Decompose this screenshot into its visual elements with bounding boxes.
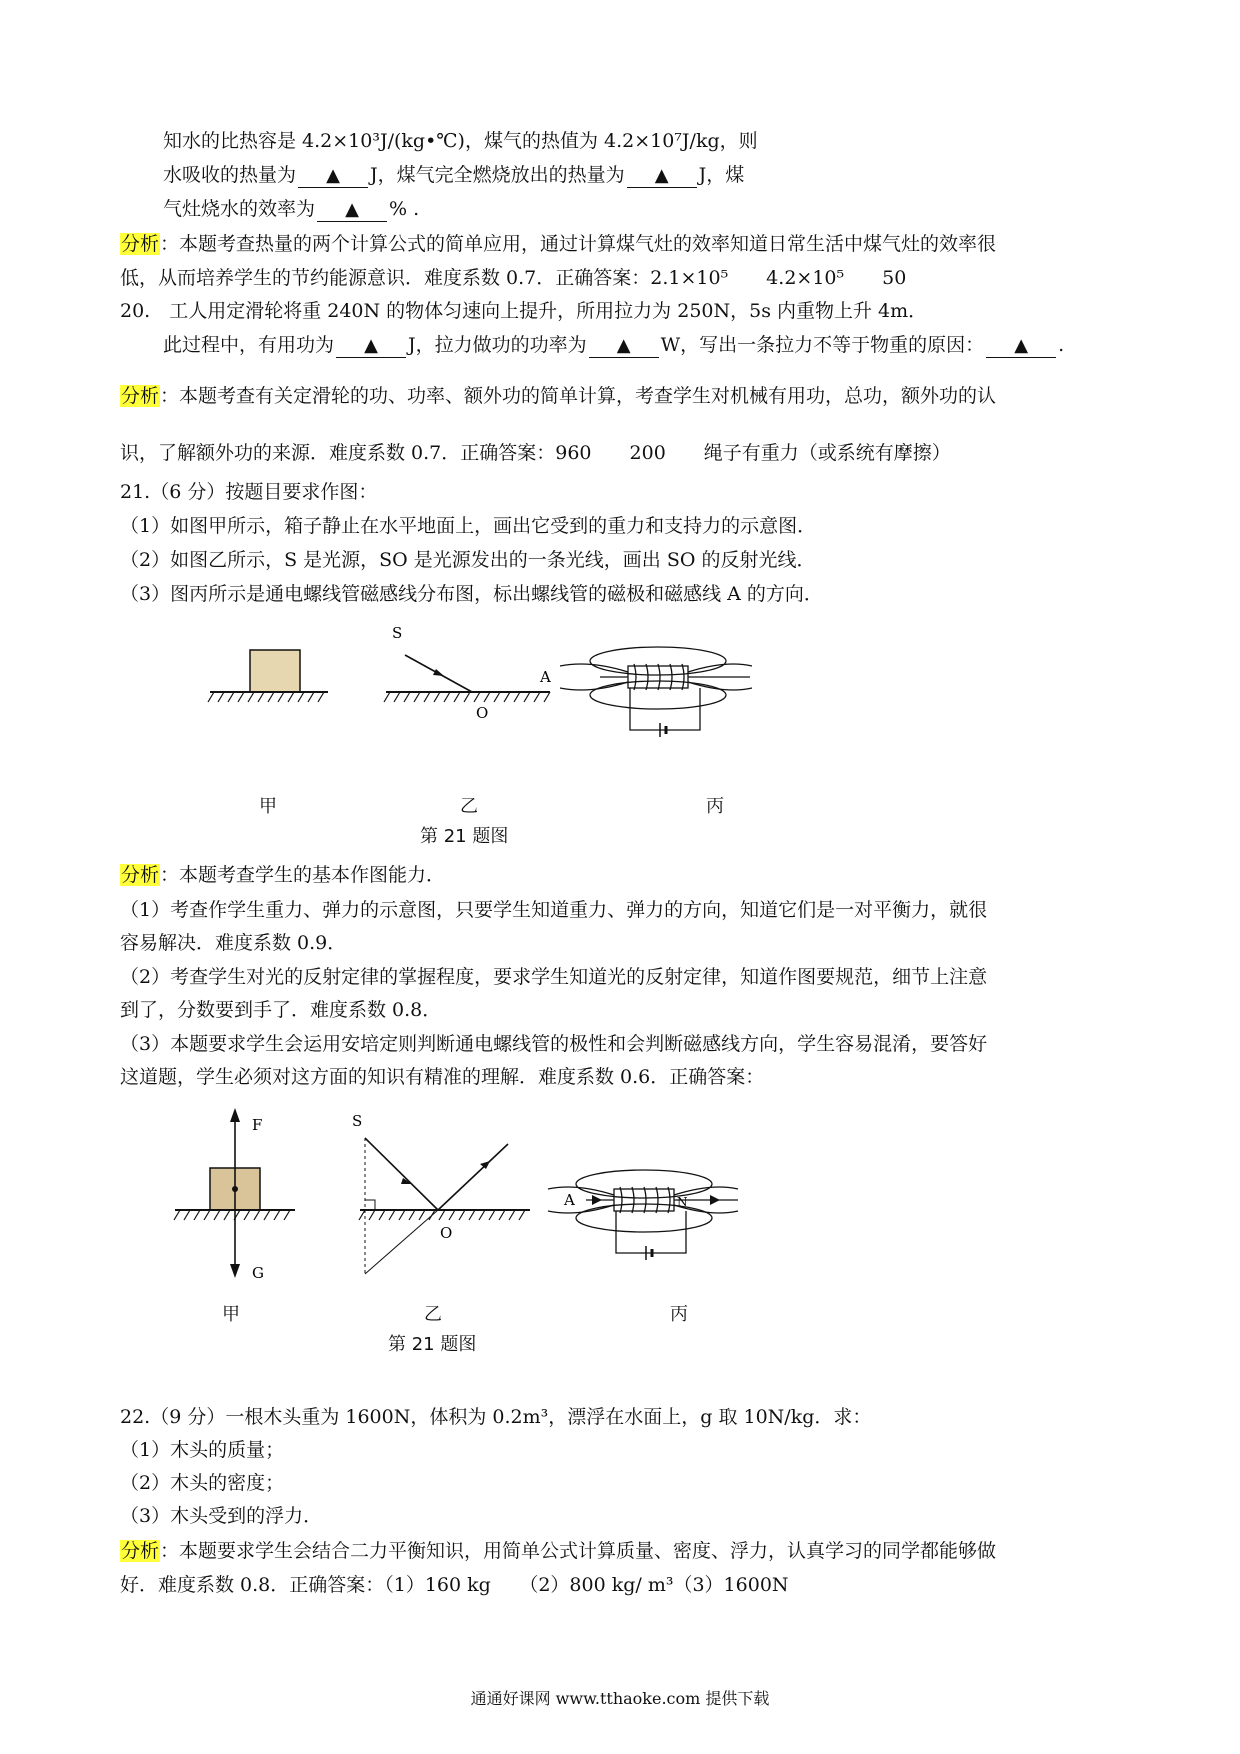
caption-yi: 乙: [460, 796, 478, 817]
analysis-label: 分析: [121, 864, 160, 886]
box-on-ground: [208, 650, 328, 702]
figure-21-answer: [160, 1108, 840, 1308]
analysis-22-line-2: 好．难度系数 0.8．正确答案：（1）160 kg （2）800 kg/ m³（3）1600N: [120, 1574, 789, 1596]
label-f: F: [252, 1116, 263, 1134]
caption-jia: 甲: [259, 796, 277, 817]
q20-line-2: 此过程中，有用功为 ▲ J，拉力做功的功率为 ▲ W，写出一条拉力不等于物重的原因： ▲ .: [163, 334, 1065, 356]
q21-item-3: （3）图丙所示是通电螺线管磁感线分布图，标出螺线管的磁极和磁感线 A 的方向．: [120, 583, 823, 605]
figure-caption: 第 21 题图: [388, 1334, 477, 1355]
q19-line-2: 水吸收的热量为 ▲ J，煤气完全燃烧放出的热量为 ▲ J，煤: [163, 164, 745, 186]
analysis-21-2b: 到了，分数要到手了．难度系数 0.8．: [120, 999, 442, 1021]
analysis-19-line-1: 分析：本题考查热量的两个计算公式的简单应用，通过计算煤气灶的效率知道日常生活中煤气灶的效率很: [121, 233, 997, 255]
answer-blank[interactable]: ▲: [589, 335, 659, 358]
caption-bing: 丙: [706, 796, 724, 817]
label-s: S: [352, 1112, 363, 1130]
analysis-21-line-1: 分析：本题考查学生的基本作图能力．: [121, 864, 446, 886]
answer-blank[interactable]: ▲: [336, 335, 406, 358]
analysis-21-1b: 容易解决．难度系数 0.9．: [120, 932, 347, 954]
caption-jia: 甲: [222, 1304, 240, 1325]
label-s: S: [392, 624, 403, 642]
label-o: O: [440, 1224, 453, 1242]
q21-item-2: （2）如图乙所示，S 是光源，SO 是光源发出的一条光线，画出 SO 的反射光线．: [120, 549, 816, 571]
q22-item-1: （1）木头的质量；: [120, 1439, 285, 1461]
analysis-19-line-2: 低，从而培养学生的节约能源意识．难度系数 0.7．正确答案：2.1×10⁵ 4.2×10⁵ 50: [120, 267, 907, 289]
q20-line-1: 20. 工人用定滑轮将重 240N 的物体匀速向上提升，所用拉力为 250N，5s 内重物上升 4m．: [120, 300, 928, 322]
analysis-21-3a: （3）本题要求学生会运用安培定则判断通电螺线管的极性和会判断磁感线方向，学生容易混淆，要答好: [120, 1033, 988, 1055]
mirror-incident-ray: [384, 655, 550, 702]
label-a: A: [564, 1191, 575, 1209]
analysis-21-1a: （1）考查作学生重力、弹力的示意图，只要学生知道重力、弹力的方向，知道它们是一对平衡力，就很: [120, 899, 988, 921]
caption-yi: 乙: [424, 1304, 442, 1325]
solenoid-field: [560, 647, 752, 730]
solenoid-answer: [548, 1170, 738, 1253]
q21-item-1: （1）如图甲所示，箱子静止在水平地面上，画出它受到的重力和支持力的示意图．: [120, 515, 817, 537]
analysis-21-2a: （2）考查学生对光的反射定律的掌握程度，要求学生知道光的反射定律，知道作图要规范，细节上注意: [120, 966, 988, 988]
analysis-label: 分析: [121, 1540, 160, 1562]
q22-title: 22.（9 分）一根木头重为 1600N，体积为 0.2m³，漂浮在水面上，g 取 10N/kg．求：: [120, 1406, 872, 1428]
label-o: O: [476, 704, 489, 722]
figure-caption: 第 21 题图: [420, 826, 509, 847]
q21-title: 21.（6 分）按题目要求作图：: [120, 481, 378, 503]
q19-line-1: 知水的比热容是 4.2×10³J/(kg•℃)，煤气的热值为 4.2×10⁷J/kg，则: [163, 130, 758, 152]
caption-bing: 丙: [670, 1304, 688, 1325]
analysis-20-line-2: 识，了解额外功的来源．难度系数 0.7．正确答案：960 200 绳子有重力（或系统有摩擦）: [120, 442, 951, 464]
analysis-label: 分析: [121, 233, 160, 255]
figure-21-question: [200, 620, 860, 740]
label-g: G: [252, 1264, 264, 1282]
analysis-22-line-1: 分析：本题要求学生会结合二力平衡知识，用简单公式计算质量、密度、浮力，认真学习的同学都能够做: [121, 1540, 997, 1562]
q22-item-2: （2）木头的密度；: [120, 1472, 285, 1494]
label-n: N: [677, 1195, 688, 1209]
q19-line-3: 气灶烧水的效率为 ▲ % .: [163, 198, 420, 220]
page-footer: 通通好课网 www.tthaoke.com 提供下载: [470, 1689, 770, 1708]
label-a: A: [540, 668, 551, 686]
answer-blank[interactable]: ▲: [627, 165, 697, 188]
answer-blank[interactable]: ▲: [317, 199, 387, 222]
analysis-21-3b: 这道题，学生必须对这方面的知识有精准的理解．难度系数 0.6．正确答案：: [120, 1066, 765, 1088]
answer-blank[interactable]: ▲: [986, 335, 1056, 358]
analysis-label: 分析: [121, 385, 160, 407]
answer-blank[interactable]: ▲: [298, 165, 368, 188]
mirror-reflection: [359, 1138, 530, 1274]
box-with-forces: [174, 1108, 295, 1278]
q22-item-3: （3）木头受到的浮力．: [120, 1505, 323, 1527]
analysis-20-line-1: 分析：本题考查有关定滑轮的功、功率、额外功的简单计算，考查学生对机械有用功，总功，额外功的认: [121, 385, 997, 407]
